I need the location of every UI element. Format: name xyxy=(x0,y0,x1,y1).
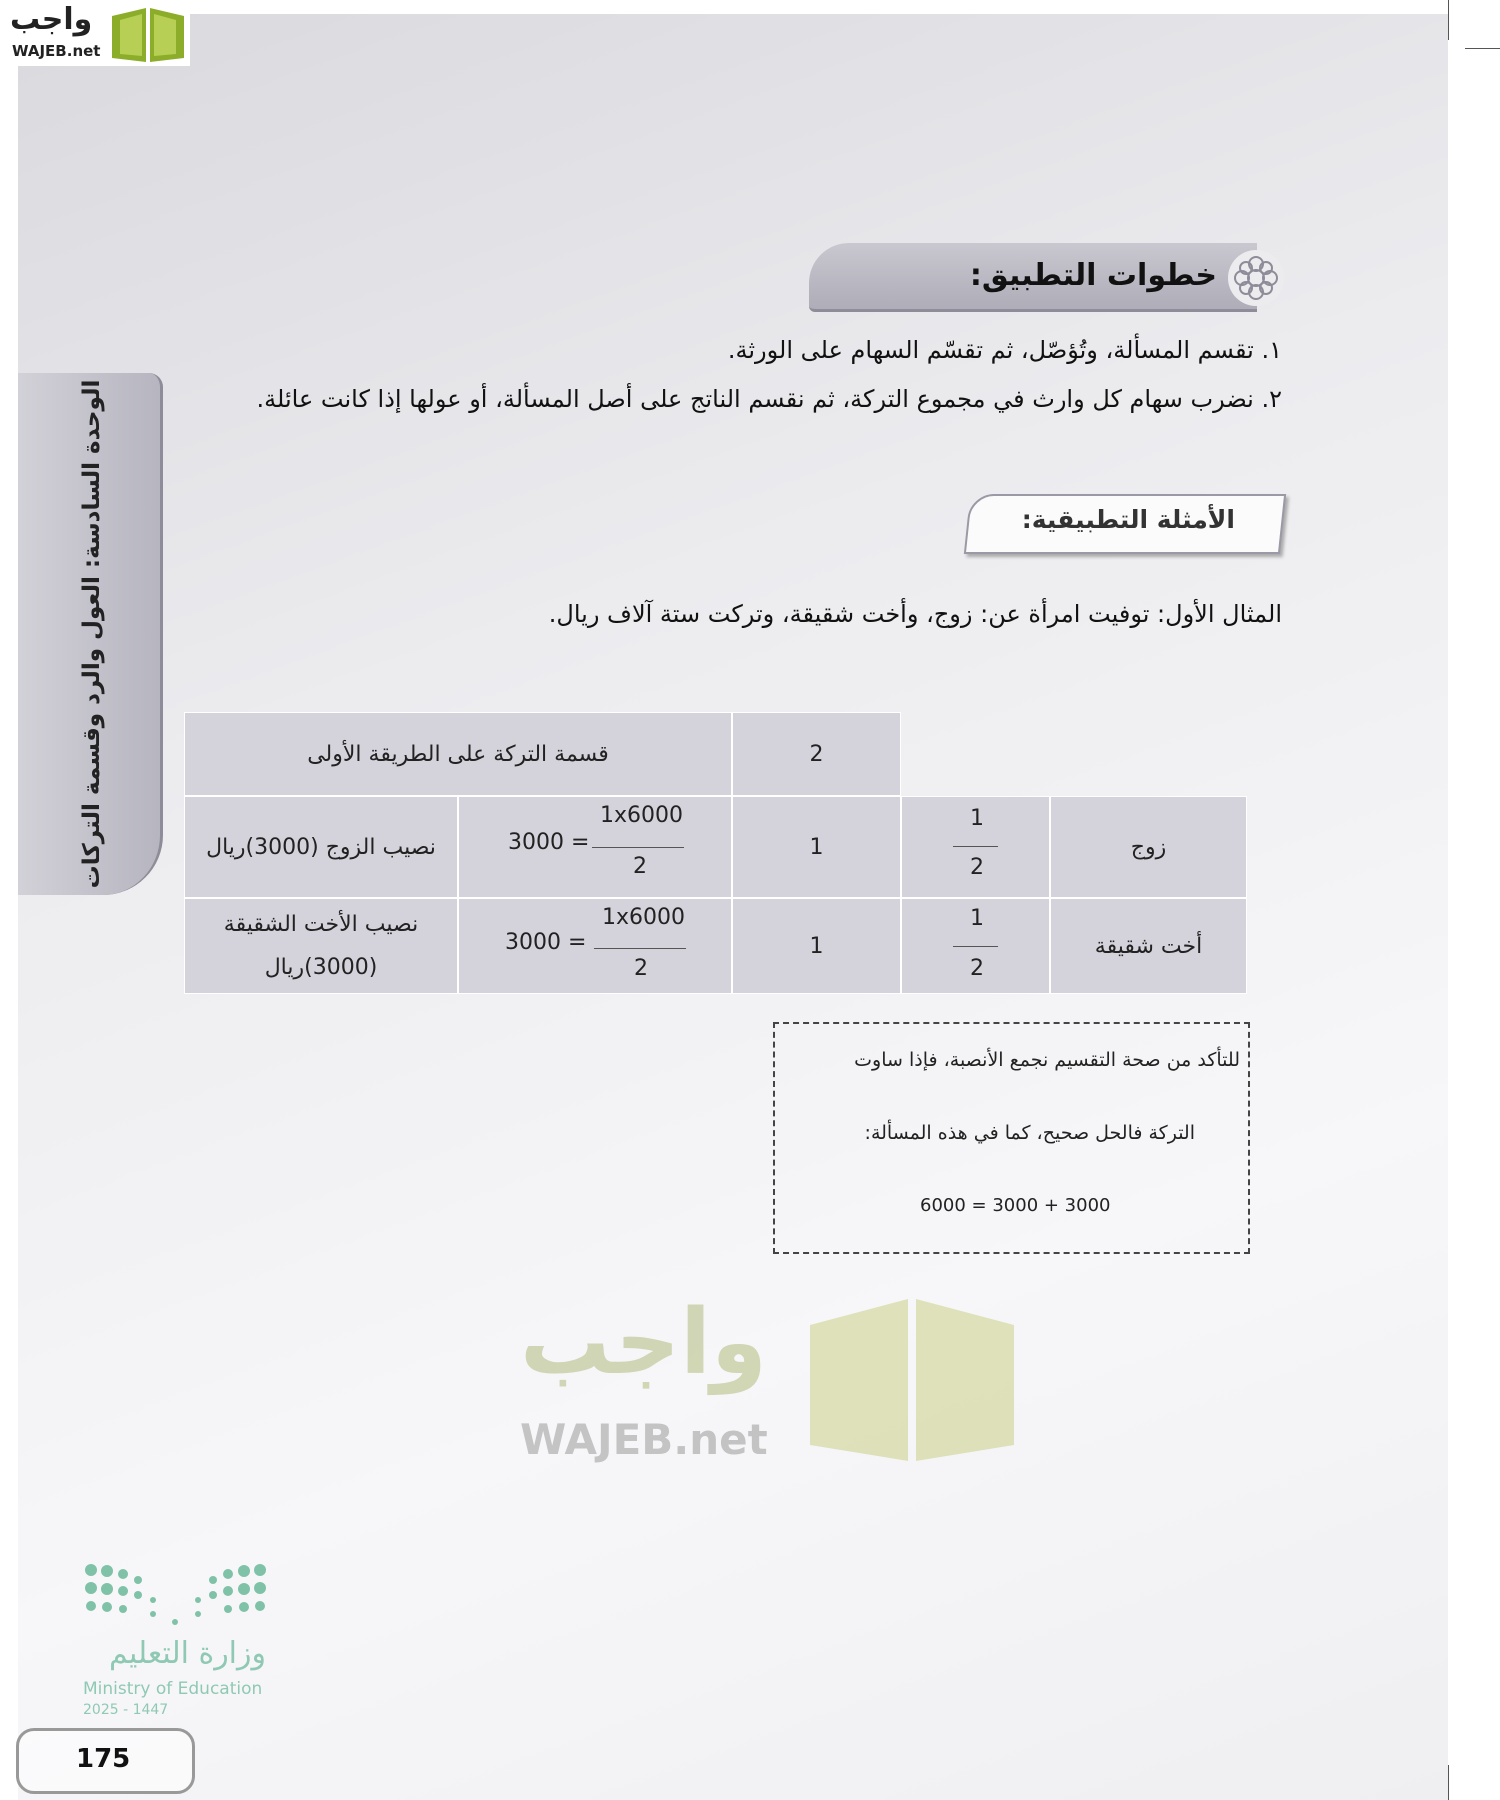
logo-english: WAJEB.net xyxy=(12,42,101,60)
ministry-arabic: وزارة التعليم xyxy=(108,1636,266,1671)
example-1-text: المثال الأول: توفيت امرأة عن: زوج، وأخت شقيقة، وتركت ستة آلاف ريال. xyxy=(548,600,1282,628)
wajeb-logo[interactable] xyxy=(0,0,190,66)
shares-cell: 1 xyxy=(732,796,901,898)
note-equation: 6000 = 3000 + 3000 xyxy=(920,1195,1111,1216)
calc-denominator: 2 xyxy=(633,854,647,879)
calc-numerator: 1x6000 xyxy=(602,905,686,930)
crop-mark xyxy=(1465,48,1500,49)
result-cell: نصيب الزوج (3000)ريال xyxy=(184,796,458,898)
note-line-2: التركة فالحل صحيح، كما في هذه المسألة: xyxy=(864,1122,1195,1144)
watermark-arabic: واجب xyxy=(520,1290,767,1395)
result-line: (3000)ريال xyxy=(264,955,378,980)
fraction-bar xyxy=(953,946,998,947)
logo-arabic: واجب xyxy=(10,2,93,37)
watermark-book-icon xyxy=(800,1295,1025,1465)
fraction-denominator: 2 xyxy=(970,855,984,880)
flower-ornament-icon xyxy=(1228,250,1284,306)
fraction-bar xyxy=(592,847,684,848)
crop-mark xyxy=(1448,0,1449,40)
book-icon xyxy=(108,4,188,64)
header-method: قسمة التركة على الطريقة الأولى xyxy=(184,712,732,796)
calc-denominator: 2 xyxy=(634,956,648,981)
ministry-dots-icon xyxy=(83,1562,268,1626)
note-line-1: للتأكد من صحة التقسيم نجمع الأنصبة، فإذا ساوت xyxy=(854,1049,1240,1071)
calc-result: 3000 = xyxy=(508,830,590,855)
step-1: ١. تقسم المسألة، وتُؤصّل، ثم تقسّم السهام على الورثة. xyxy=(727,336,1282,364)
calc-numerator: 1x6000 xyxy=(600,803,684,828)
calc-cell xyxy=(458,898,732,994)
result-line: نصيب الأخت الشقيقة xyxy=(223,912,419,937)
fraction-numerator: 1 xyxy=(970,806,984,831)
step-2: ٢. نضرب سهام كل وارث في مجموع التركة، ثم نقسم الناتج على أصل المسألة، أو عولها إذا كانت عائلة. xyxy=(256,385,1282,413)
header-base: 2 xyxy=(732,712,901,796)
unit-title: الوحدة السادسة: العول والرد وقسمة التركات xyxy=(79,379,105,889)
fraction-numerator: 1 xyxy=(970,906,984,931)
examples-title: الأمثلة التطبيقية: xyxy=(1021,505,1235,534)
calc-result: 3000 = xyxy=(505,930,587,955)
fraction-denominator: 2 xyxy=(970,956,984,981)
section-title: خطوات التطبيق: xyxy=(809,243,1257,312)
page-number: 175 xyxy=(76,1744,131,1774)
fraction-bar xyxy=(594,948,686,949)
heir-cell: زوج xyxy=(1050,796,1247,898)
watermark-english: WAJEB.net xyxy=(520,1415,768,1464)
shares-cell: 1 xyxy=(732,898,901,994)
crop-mark xyxy=(1448,1765,1449,1800)
ministry-english: Ministry of Education xyxy=(83,1679,263,1699)
heir-cell: أخت شقيقة xyxy=(1050,898,1247,994)
result-cell xyxy=(184,898,458,994)
ministry-years: 2025 - 1447 xyxy=(83,1702,169,1718)
fraction-bar xyxy=(953,846,998,847)
